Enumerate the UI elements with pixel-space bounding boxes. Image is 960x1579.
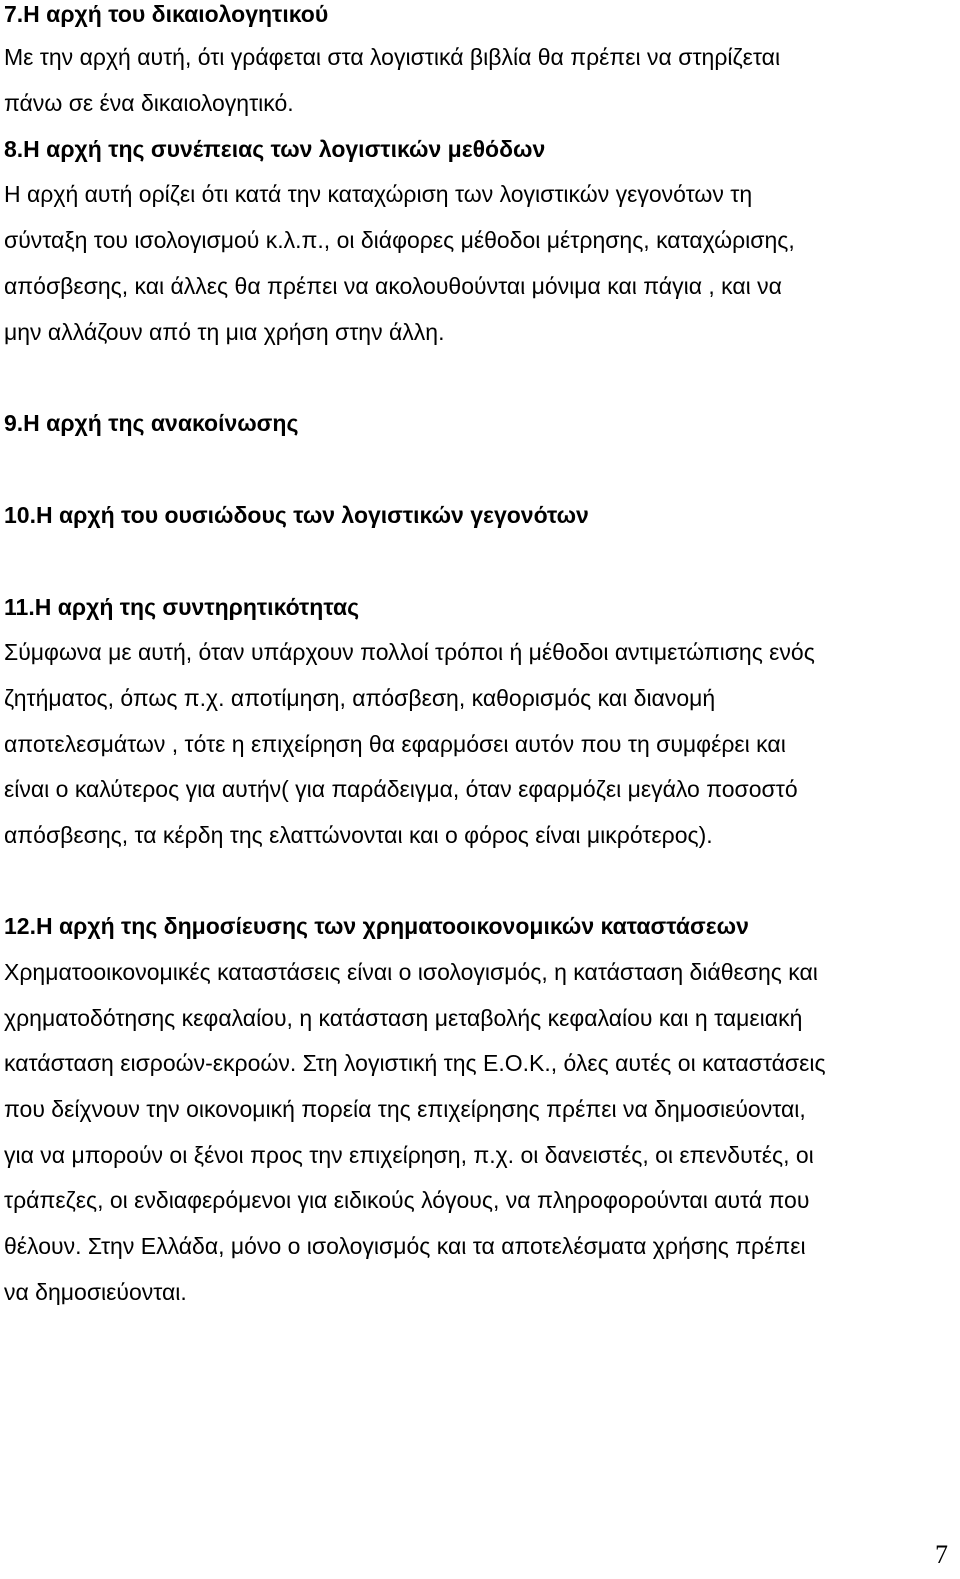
paragraph-line: να δημοσιεύονται. — [4, 1279, 187, 1305]
section-heading: 12.Η αρχή της δημοσίευσης των χρηματοοικονομικών καταστάσεων — [4, 913, 749, 939]
paragraph-line: πάνω σε ένα δικαιολογητικό. — [4, 90, 294, 116]
paragraph-line: αποτελεσμάτων , τότε η επιχείρηση θα εφαρμόσει αυτόν που τη συμφέρει και — [4, 731, 786, 757]
paragraph-line: χρηματοδότησης κεφαλαίου, η κατάσταση μεταβολής κεφαλαίου και η ταμειακή — [4, 1005, 803, 1031]
paragraph-line: μην αλλάζουν από τη μια χρήση στην άλλη. — [4, 319, 445, 345]
paragraph-line: Χρηματοοικονομικές καταστάσεις είναι ο ισολογισμός, η κατάσταση διάθεσης και — [4, 959, 818, 985]
paragraph-line: απόσβεσης, και άλλες θα πρέπει να ακολουθούνται μόνιμα και πάγια , και να — [4, 273, 782, 299]
paragraph-line: ζητήματος, όπως π.χ. αποτίμηση, απόσβεση, καθορισμός και διανομή — [4, 685, 716, 711]
section-heading: 8.Η αρχή της συνέπειας των λογιστικών μεθόδων — [4, 136, 546, 162]
section-heading: 9.Η αρχή της ανακοίνωσης — [4, 410, 299, 436]
paragraph-line: απόσβεσης, τα κέρδη της ελαττώνονται και ο φόρος είναι μικρότερος). — [4, 822, 713, 848]
paragraph-line: θέλουν. Στην Ελλάδα, μόνο ο ισολογισμός και τα αποτελέσματα χρήσης πρέπει — [4, 1233, 806, 1259]
paragraph-line: Η αρχή αυτή ορίζει ότι κατά την καταχώριση των λογιστικών γεγονότων τη — [4, 181, 753, 207]
page-number: 7 — [935, 1540, 948, 1569]
paragraph-line: Με την αρχή αυτή, ότι γράφεται στα λογιστικά βιβλία θα πρέπει να στηρίζεται — [4, 44, 781, 70]
paragraph-line: είναι ο καλύτερος για αυτήν( για παράδειγμα, όταν εφαρμόζει μεγάλο ποσοστό — [4, 776, 798, 802]
paragraph-line: για να μπορούν οι ξένοι προς την επιχείρηση, π.χ. οι δανειστές, οι επενδυτές, οι — [4, 1142, 814, 1168]
paragraph-line: Σύμφωνα με αυτή, όταν υπάρχουν πολλοί τρόποι ή μέθοδοι αντιμετώπισης ενός — [4, 639, 815, 665]
section-heading: 11.Η αρχή της συντηρητικότητας — [4, 594, 360, 620]
paragraph-line: που δείχνουν την οικονομική πορεία της επιχείρησης πρέπει να δημοσιεύονται, — [4, 1096, 806, 1122]
paragraph-line: σύνταξη του ισολογισμού κ.λ.π., οι διάφορες μέθοδοι μέτρησης, καταχώρισης, — [4, 227, 795, 253]
paragraph-line: κατάσταση εισροών-εκροών. Στη λογιστική της Ε.Ο.Κ., όλες αυτές οι καταστάσεις — [4, 1050, 826, 1076]
section-heading: 7.Η αρχή του δικαιολογητικού — [4, 1, 329, 27]
paragraph-line: τράπεζες, οι ενδιαφερόμενοι για ειδικούς λόγους, να πληροφορούνται αυτά που — [4, 1187, 810, 1213]
section-heading: 10.Η αρχή του ουσιώδους των λογιστικών γεγονότων — [4, 502, 589, 528]
